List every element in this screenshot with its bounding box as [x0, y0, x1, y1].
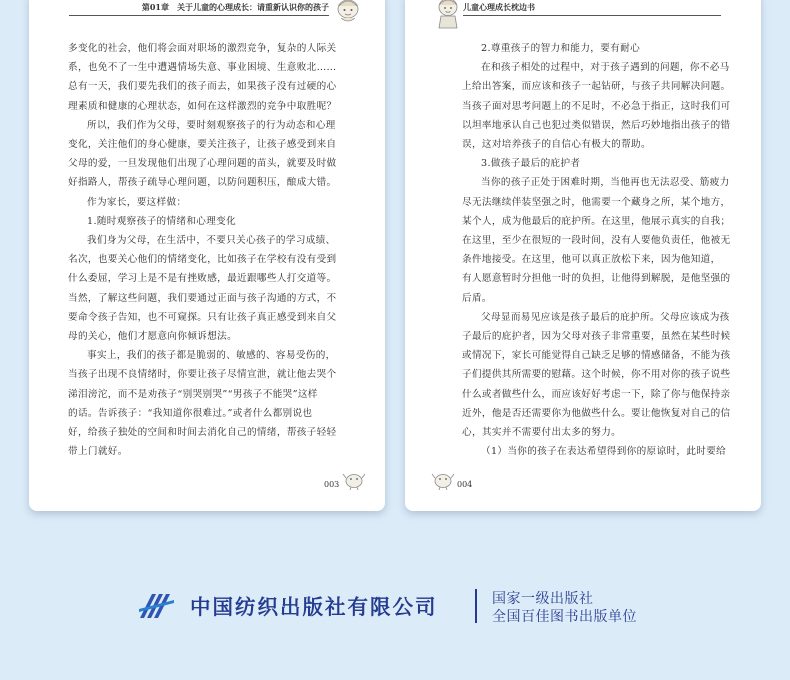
- left-book-page: [29, 0, 385, 511]
- header-rule: [69, 15, 329, 16]
- text-line: 好，给孩子独处的空间和时间去消化自己的情绪，帮孩子轻轻: [68, 427, 337, 439]
- body-text: [462, 39, 731, 461]
- text-line: 在这里，至少在很短的一段时间，没有人要他负责任，他被无: [462, 235, 731, 247]
- text-line: 2.尊重孩子的智力和能力，要有耐心: [481, 43, 641, 54]
- page-number: 003: [324, 480, 340, 489]
- text-line: 1.随时观察孩子的情绪和心理变化: [87, 215, 237, 227]
- text-line: 理素质和健康的心理状态，如何在这样激烈的竞争中取胜呢？: [68, 100, 337, 112]
- text-line: 父母的爱，一旦发现他们出现了心理问题的苗头，就要及时做: [68, 158, 337, 170]
- text-line: 带上门就好。: [68, 446, 128, 458]
- text-line: 母的关心，他们才愿意向你倾诉想法。: [68, 331, 238, 343]
- right-book-page: [405, 0, 761, 511]
- header-rule: [463, 15, 721, 16]
- footer-divider: [475, 589, 477, 623]
- text-line: 后盾。: [462, 292, 492, 304]
- text-line: 当孩子面对思考问题上的不足时，不必急于指正，这时我们可: [462, 100, 731, 112]
- text-line: 作为家长，要这样做：: [87, 196, 187, 208]
- publisher-wing-logo-icon: [138, 590, 176, 620]
- text-line: 我们身为父母，在生活中，不要只关心孩子的学习成绩、: [87, 235, 336, 247]
- text-line: 好指路人，帮孩子疏导心理问题，以防问题积压，酿成大错。: [68, 177, 337, 189]
- text-line: 近外，他是否还需要你为他做些什么。要让他恢复对自己的信: [462, 407, 731, 419]
- text-line: 事实上，我们的孩子都是脆弱的、敏感的、容易受伤的，: [87, 350, 336, 362]
- text-line: 条件地接受。在这里，他可以真正放松下来，因为他知道，: [462, 254, 721, 266]
- cartoon-bird-icon: [431, 470, 455, 490]
- text-line: 当你的孩子正处于困难时期，当他再也无法忍受、筋疲力: [481, 177, 730, 189]
- running-head: 儿童心理成长枕边书: [463, 2, 535, 12]
- text-line: 变化，关注他们的身心健康，要关注孩子，让孩子感受到来自: [68, 139, 337, 151]
- text-line: 子们提供其所需要的慰藉。这个时候，你不用对你的孩子说些: [462, 369, 731, 381]
- text-line: 有人愿意暂时分担他一时的负担，让他得到解脱，是他坚强的: [462, 273, 731, 285]
- text-line: （1）当你的孩子在表达希望得到你的原谅时，此时要给: [481, 446, 727, 458]
- text-line: 当然，了解这些问题，我们要通过正面与孩子沟通的方式，不: [68, 292, 337, 304]
- text-line: 3.做孩子最后的庇护者: [481, 158, 581, 170]
- body-text: [68, 39, 337, 461]
- text-line: 要命令孩子告知，也不可窥探。只有让孩子真正感受到来自父: [68, 311, 337, 323]
- text-line: 涕泪滂沱，而不是劝孩子“别哭别哭”“男孩子不能哭”这样: [68, 388, 318, 400]
- cartoon-bird-icon: [342, 470, 366, 490]
- publisher-tagline-national: 国家一级出版社: [492, 591, 594, 607]
- text-line: 父母显而易见应该是孩子最后的庇护所。父母应该成为孩: [481, 311, 730, 323]
- text-line: 误，这对培养孩子的自信心有极大的帮助。: [462, 139, 651, 151]
- text-line: 某个人，成为他最后的庇护所。在这里，他展示真实的自我；: [462, 215, 731, 227]
- text-line: 什么委屈，学习上是不是有挫败感，最近跟哪些人打交道等。: [68, 273, 337, 285]
- text-line: 或情况下，家长可能觉得自己缺乏足够的情感储备，不能为孩: [462, 350, 731, 362]
- page-number: 004: [457, 480, 473, 489]
- text-line: 所以，我们作为父母，要时刻观察孩子的行为动态和心理: [87, 119, 336, 131]
- text-line: 心，其实并不需要付出太多的努力。: [462, 427, 622, 439]
- text-line: 总有一天，我们要先我们的孩子而去，如果孩子没有过硬的心: [68, 81, 337, 93]
- cartoon-child-icon: [333, 0, 363, 24]
- text-line: 尽无法继续伴装坚强之时，他需要一个藏身之所，某个地方，: [462, 196, 731, 208]
- text-line: 多变化的社会，他们将会面对职场的激烈竞争，复杂的人际关: [68, 43, 337, 54]
- text-line: 的话。告诉孩子：“我知道你很难过。”或者什么都别说也: [68, 407, 313, 419]
- text-line: 什么或者做些什么，而应该好好考虑一下，除了你与他保持亲: [462, 388, 731, 400]
- cartoon-child-icon: [435, 0, 461, 32]
- publisher-name: 中国纺织出版社有限公司: [190, 595, 438, 619]
- publisher-tagline-award: 全国百佳图书出版单位: [492, 609, 637, 625]
- text-line: 系，也免不了一生中遭遇情场失意、事业困境、生意败北……: [68, 62, 337, 74]
- text-line: 名次，也要关心他们的情绪变化，比如孩子在学校有没有受到: [68, 254, 337, 266]
- text-line: 以坦率地承认自己也犯过类似错误，然后巧妙地指出孩子的错: [462, 119, 731, 131]
- text-line: 当孩子出现不良情绪时，你要让孩子尽情宣泄，就让他去哭个: [68, 369, 337, 381]
- text-line: 在和孩子相处的过程中，对于孩子遇到的问题，你不必马: [481, 62, 730, 74]
- text-line: 子最后的庇护者，因为父母对孩子非常重要，虽然在某些时候: [462, 331, 731, 343]
- running-head: 第01章 关于儿童的心理成长：请重新认识你的孩子: [141, 2, 329, 12]
- text-line: 上给出答案，而应该和孩子一起钻研，与孩子共同解决问题。: [462, 81, 731, 93]
